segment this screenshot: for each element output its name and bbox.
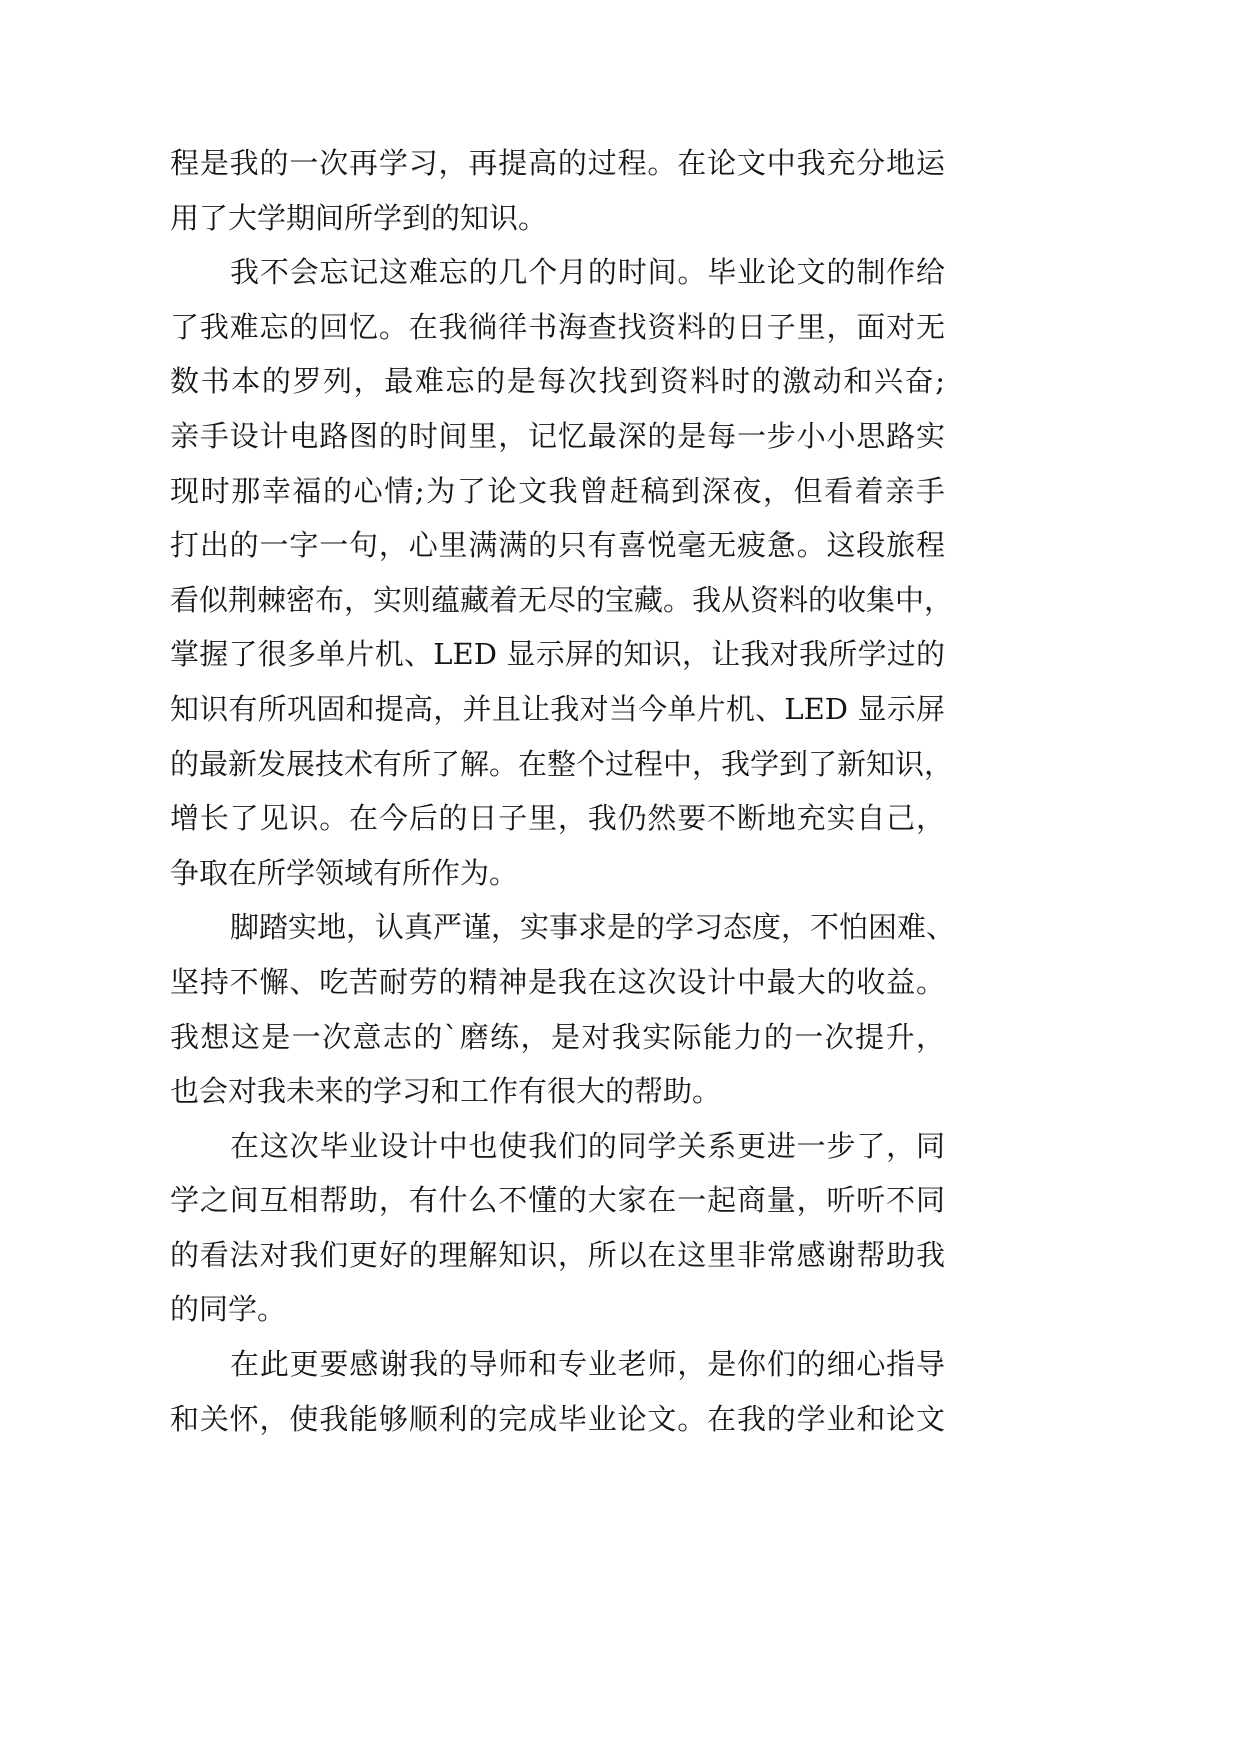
text-line: 打出的一字一句，心里满满的只有喜悦毫无疲惫。这段旅程 xyxy=(170,528,945,563)
text-line: 现时那幸福的心情;为了论文我曾赶稿到深夜，但看着亲手 xyxy=(170,473,945,508)
text-line: 的看法对我们更好的理解知识，所以在这里非常感谢帮助我 xyxy=(170,1237,945,1272)
text-line: 学之间互相帮助，有什么不懂的大家在一起商量，听听不同 xyxy=(170,1183,945,1218)
text-line: 增长了见识。在今后的日子里，我仍然要不断地充实自己， xyxy=(170,801,945,836)
paragraph xyxy=(170,900,956,1118)
text-line: 坚持不懈、吃苦耐劳的精神是我在这次设计中最大的收益。 xyxy=(170,964,945,999)
paragraph xyxy=(170,1337,945,1446)
document-body xyxy=(170,136,956,1446)
paragraph xyxy=(170,1119,945,1337)
text-line: 看似荆棘密布，实则蕴藏着无尽的宝藏。我从资料的收集中， xyxy=(170,582,954,617)
text-line: 掌握了很多单片机、LED 显示屏的知识，让我对我所学过的 xyxy=(170,637,945,672)
text-line: 也会对我未来的学习和工作有很大的帮助。 xyxy=(170,1074,722,1109)
text-line: 争取在所学领域有所作为。 xyxy=(170,855,519,890)
paragraph xyxy=(170,136,945,245)
paragraph xyxy=(170,245,954,900)
text-line: 在这次毕业设计中也使我们的同学关系更进一步了，同 xyxy=(230,1128,945,1163)
text-line: 我不会忘记这难忘的几个月的时间。毕业论文的制作给 xyxy=(230,255,945,290)
text-line: 数书本的罗列，最难忘的是每次找到资料时的激动和兴奋; xyxy=(170,364,945,399)
text-line: 的最新发展技术有所了解。在整个过程中，我学到了新知识， xyxy=(170,746,954,781)
text-line: 脚踏实地，认真严谨，实事求是的学习态度，不怕困难、 xyxy=(230,910,956,945)
text-line: 在此更要感谢我的导师和专业老师，是你们的细心指导 xyxy=(230,1347,945,1382)
text-line: 和关怀，使我能够顺利的完成毕业论文。在我的学业和论文 xyxy=(170,1401,945,1436)
text-line: 用了大学期间所学到的知识。 xyxy=(170,200,548,235)
text-line: 我想这是一次意志的`磨练，是对我实际能力的一次提升， xyxy=(170,1019,945,1054)
text-line: 的同学。 xyxy=(170,1292,287,1327)
text-line: 知识有所巩固和提高，并且让我对当今单片机、LED 显示屏 xyxy=(170,691,945,726)
text-line: 亲手设计电路图的时间里，记忆最深的是每一步小小思路实 xyxy=(170,418,945,453)
text-line: 了我难忘的回忆。在我徜徉书海查找资料的日子里，面对无 xyxy=(170,309,945,344)
text-line: 程是我的一次再学习，再提高的过程。在论文中我充分地运 xyxy=(170,146,945,180)
